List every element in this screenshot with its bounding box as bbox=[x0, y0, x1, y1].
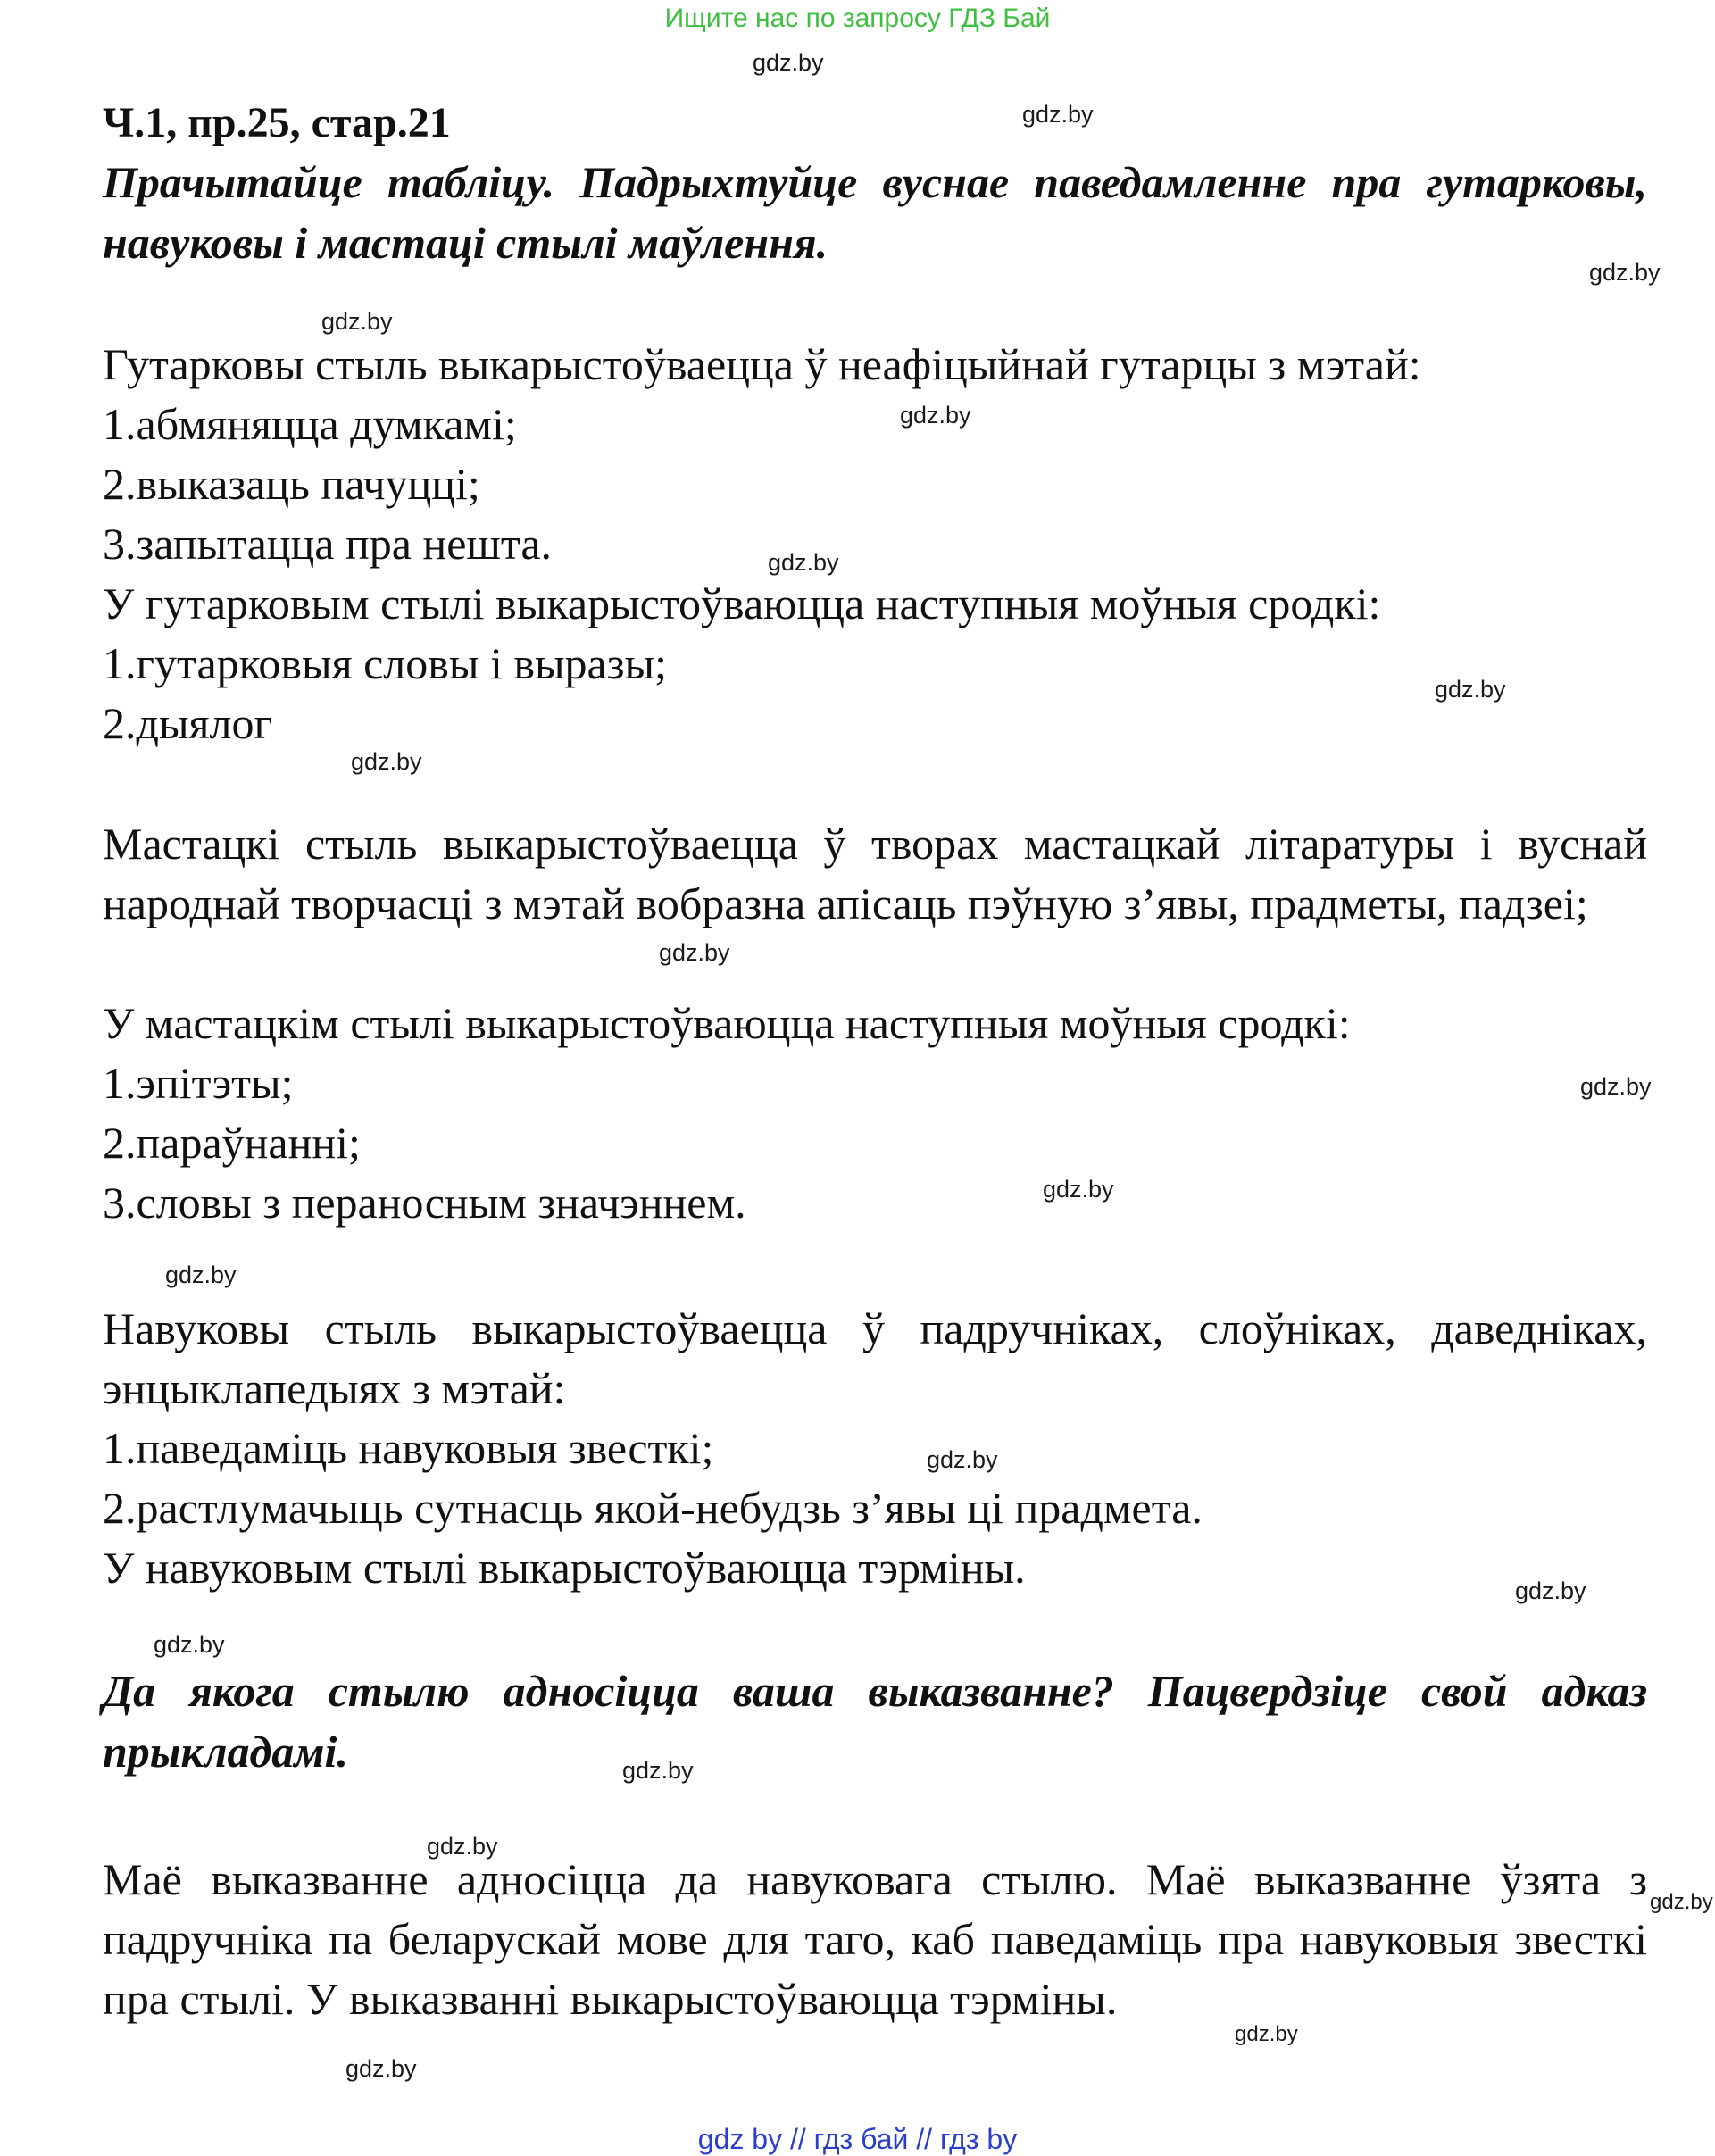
artistic-means-1: 1.эпітэты; bbox=[103, 1058, 294, 1108]
colloquial-intro: Гутарковы стыль выкарыстоўваецца ў неафіцыйнай гутарцы з мэтай: bbox=[103, 339, 1421, 389]
answer-text: Маё выказванне адносіцца да навуковага стылю. Маё выказванне ўзята з падручніка па беларускай мове для таго, каб паведаміць пра навуковыя звесткі пра стылі. У выказванні выкарыстоўваюцца тэрміны. bbox=[103, 1854, 1647, 2024]
top-banner: Ищите нас по запросу ГДЗ Бай bbox=[664, 4, 1051, 33]
scientific-goal-2: 2.растлумачыць сутнасць якой-небудзь з’явы ці прадмета. bbox=[103, 1483, 1203, 1533]
task-1-text: Прачытайце табліцу. Падрыхтуйце вуснае паведамленне пра гутарковы, навуковы і мастаці стылі маўлення. bbox=[103, 157, 1647, 268]
watermark: gdz.by bbox=[622, 1757, 694, 1784]
artistic-intro: Мастацкі стыль выкарыстоўваецца ў творах мастацкай літаратуры і вуснай народнай творчасці з мэтай вобразна апісаць пэўную з’явы, прадметы, падзеі; bbox=[103, 819, 1647, 928]
watermark: gdz.by bbox=[345, 2055, 417, 2082]
colloquial-goal-2: 2.выказаць пачуцці; bbox=[103, 459, 480, 509]
watermark: gdz.by bbox=[900, 402, 971, 429]
watermark: gdz.by bbox=[427, 1833, 498, 1860]
artistic-means-intro: У мастацкім стылі выкарыстоўваюцца наступныя моўныя сродкі: bbox=[103, 998, 1351, 1048]
page-heading: Ч.1, пр.25, стар.21 bbox=[103, 99, 451, 146]
colloquial-goal-3: 3.запытацца пра нешта. bbox=[103, 519, 553, 569]
watermark: gdz.by bbox=[1435, 676, 1506, 703]
scientific-goal-1: 1.паведаміць навуковыя звесткі; bbox=[103, 1423, 714, 1473]
watermark: gdz.by bbox=[1650, 1890, 1713, 1914]
watermark: gdz.by bbox=[1022, 101, 1094, 128]
footer-links: gdz by // гдз бай // гдз by bbox=[697, 2123, 1018, 2155]
watermark: gdz.by bbox=[1235, 2022, 1298, 2046]
scientific-terms: У навуковым стылі выкарыстоўваюцца тэрміны. bbox=[103, 1543, 1026, 1593]
watermark: gdz.by bbox=[753, 49, 824, 76]
colloquial-means-1: 1.гутарковыя словы і выразы; bbox=[103, 638, 667, 688]
colloquial-means-2: 2.дыялог bbox=[103, 698, 272, 748]
artistic-means-2: 2.параўнанні; bbox=[103, 1118, 361, 1168]
watermark: gdz.by bbox=[659, 939, 730, 966]
scientific-intro: Навуковы стыль выкарыстоўваецца ў падручніках, слоўніках, даведніках, энцыклапедыях з мэтай: bbox=[103, 1303, 1647, 1413]
watermark: gdz.by bbox=[1043, 1176, 1114, 1203]
artistic-means-3: 3.словы з пераносным значэннем. bbox=[103, 1178, 746, 1228]
watermark: gdz.by bbox=[1580, 1073, 1652, 1100]
watermark: gdz.by bbox=[927, 1446, 998, 1473]
task-2-text: Да якога стылю адносіцца ваша выказванне? Пацвердзіце свой адказ прыкладамі. bbox=[103, 1666, 1647, 1777]
watermark: gdz.by bbox=[165, 1261, 237, 1288]
watermark: gdz.by bbox=[1515, 1577, 1586, 1604]
watermark: gdz.by bbox=[1589, 259, 1661, 286]
watermark: gdz.by bbox=[768, 549, 839, 576]
colloquial-goal-1: 1.абмяняцца думкамі; bbox=[103, 399, 517, 449]
watermark: gdz.by bbox=[321, 308, 393, 335]
watermark: gdz.by bbox=[351, 748, 422, 775]
watermark: gdz.by bbox=[154, 1631, 225, 1658]
colloquial-means-intro: У гутарковым стылі выкарыстоўваюцца наступныя моўныя сродкі: bbox=[103, 579, 1381, 628]
